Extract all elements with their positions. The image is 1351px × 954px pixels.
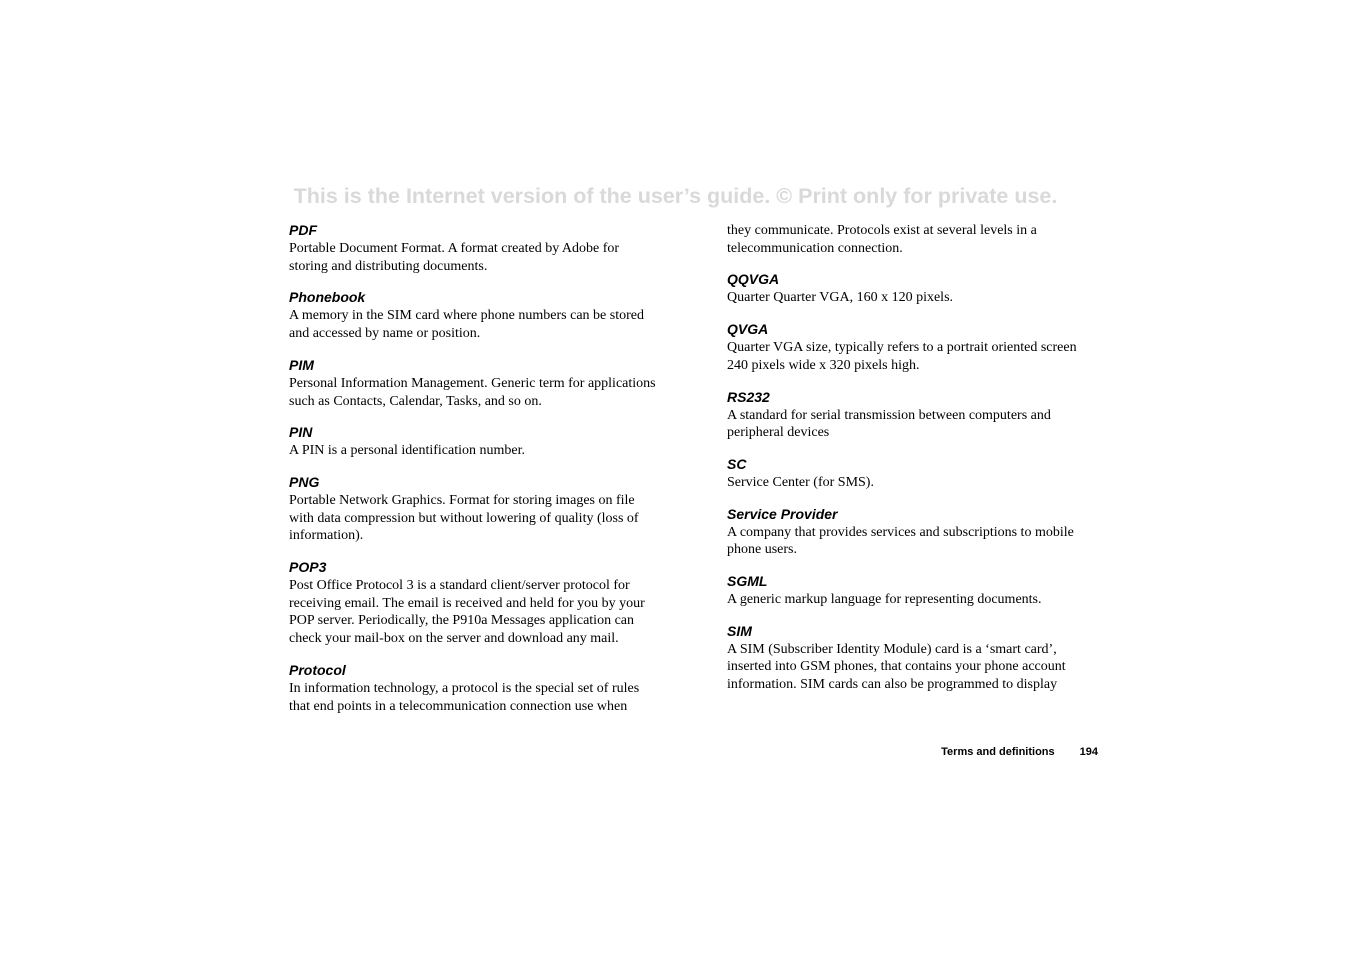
definition-entry (727, 456, 1099, 492)
definition-entry (289, 559, 661, 648)
term-definition: Personal Information Management. Generic term for applications such as Contacts, Calendar, Tasks, and so on. (289, 375, 656, 409)
term-heading: Phonebook (289, 289, 366, 306)
definition-entry (727, 271, 1099, 307)
watermark: This is the Internet version of the user’s guide. © Print only for private use. (293, 184, 1058, 208)
term-heading: Service Provider (727, 505, 838, 522)
term-definition: Portable Network Graphics. Format for storing images on file with data compression but without lowering of quality (loss of information). (289, 492, 639, 544)
definition-entry (289, 289, 661, 342)
term-definition: A PIN is a personal identification number. (289, 443, 526, 459)
continued-definition: they communicate. Protocols exist at several levels in a telecommunication connection. (727, 223, 1037, 256)
definition-entry (289, 424, 661, 460)
definition-entry (289, 662, 661, 715)
term-definition: A memory in the SIM card where phone numbers can be stored and accessed by name or position. (289, 308, 644, 342)
term-definition: Service Center (for SMS). (727, 474, 874, 490)
definition-entry (727, 506, 1099, 559)
definition-entry (727, 321, 1099, 374)
term-heading: POP3 (289, 559, 327, 576)
term-definition: A standard for serial transmission between computers and peripheral devices (727, 407, 1051, 441)
term-definition: In information technology, a protocol is the special set of rules that end points in a telecommunication connection use when (289, 680, 640, 714)
right-column (727, 222, 1099, 708)
term-definition: Quarter Quarter VGA, 160 x 120 pixels. (727, 290, 954, 306)
term-heading: PNG (289, 473, 320, 490)
footer-section-title: Terms and definitions (941, 746, 1055, 758)
page-number: 194 (1079, 746, 1098, 758)
term-definition: Portable Document Format. A format created by Adobe for storing and distributing documents. (289, 241, 620, 274)
definition-entry (289, 474, 661, 545)
term-heading: PIN (289, 424, 313, 441)
term-heading: SC (727, 455, 747, 472)
term-heading: Protocol (289, 661, 346, 678)
definition-entry (727, 389, 1099, 442)
definition-entry (727, 573, 1099, 609)
term-definition: A SIM (Subscriber Identity Module) card is a ‘smart card’, inserted into GSM phones, that contains your phone account information. SIM cards can also be programmed to display (727, 641, 1066, 693)
term-heading: PDF (289, 222, 317, 238)
term-definition: Post Office Protocol 3 is a standard client/server protocol for receiving email. The email is received and held for you by your POP server. Periodically, the P910a Messages application can check your mail-box on the server and download any mail. (289, 578, 645, 647)
term-definition: A company that provides services and subscriptions to mobile phone users. (727, 524, 1074, 558)
page-footer (900, 746, 1098, 758)
definition-entry (289, 222, 661, 275)
term-heading: RS232 (727, 388, 770, 405)
term-definition: A generic markup language for representing documents. (727, 592, 1042, 608)
term-heading: SGML (727, 573, 768, 590)
definition-entry (289, 357, 661, 410)
term-heading: QQVGA (727, 271, 780, 288)
definition-entry (727, 623, 1099, 694)
term-heading: QVGA (727, 321, 769, 338)
term-definition: Quarter VGA size, typically refers to a portrait oriented screen 240 pixels wide x 320 pixels high. (727, 340, 1077, 373)
term-heading: SIM (727, 622, 752, 639)
left-column (289, 222, 661, 729)
term-heading: PIM (289, 356, 314, 373)
